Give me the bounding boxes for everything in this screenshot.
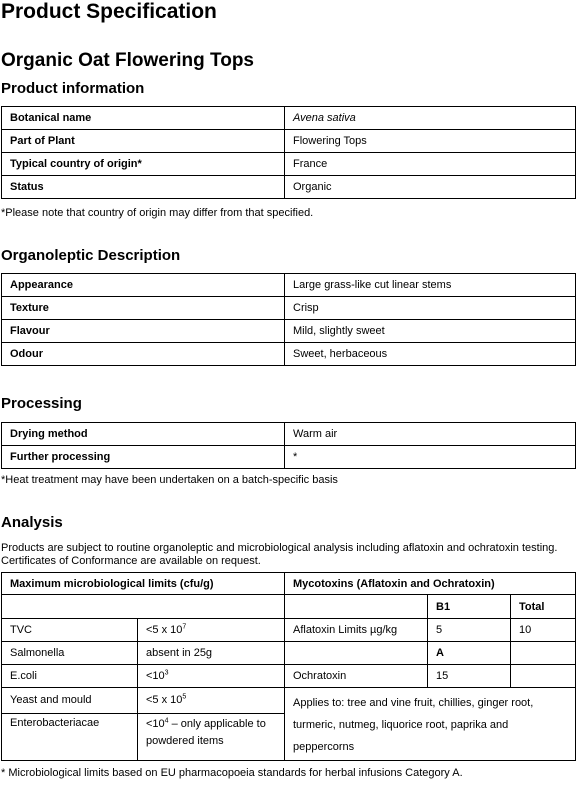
table-row <box>2 320 576 343</box>
further-processing-value: * <box>285 446 576 469</box>
organoleptic-table <box>1 273 576 366</box>
table-row <box>2 573 576 595</box>
appearance-label: Appearance <box>2 274 285 297</box>
flavour-value: Mild, slightly sweet <box>285 320 576 343</box>
part-of-plant-label: Part of Plant <box>2 130 285 153</box>
table-row <box>2 619 576 642</box>
product-info-heading: Product information <box>1 80 145 97</box>
analysis-heading: Analysis <box>1 514 63 531</box>
table-row <box>2 446 576 469</box>
heat-treatment-note: *Heat treatment may have been undertaken on a batch-specific basis <box>1 474 338 486</box>
drying-method-value: Warm air <box>285 423 576 446</box>
appearance-value: Large grass-like cut linear stems <box>285 274 576 297</box>
botanical-name-label: Botanical name <box>2 107 285 130</box>
table-row <box>2 274 576 297</box>
ochratoxin-a-value: 15 <box>428 665 511 688</box>
processing-table <box>1 422 576 469</box>
a-header: A <box>428 642 511 665</box>
table-row <box>2 665 576 688</box>
micro-limits-heading: Maximum microbiological limits (cfu/g) <box>2 573 285 595</box>
flavour-label: Flavour <box>2 320 285 343</box>
country-of-origin-value: France <box>285 153 576 176</box>
table-row <box>2 107 576 130</box>
product-info-table <box>1 106 576 199</box>
yeast-mould-value: <5 x $10^5$ <box>138 688 285 714</box>
part-of-plant-value: Flowering Tops <box>285 130 576 153</box>
table-row <box>2 176 576 199</box>
processing-heading: Processing <box>1 395 82 412</box>
ochratoxin-label: Ochratoxin <box>285 665 428 688</box>
table-row <box>2 130 576 153</box>
product-name: Organic Oat Flowering Tops <box>1 50 255 71</box>
empty-cell <box>511 665 576 688</box>
drying-method-label: Drying method <box>2 423 285 446</box>
enterobacteriacae-label: Enterobacteriacae <box>2 713 138 760</box>
ecoli-value: $<10^3$ <box>138 665 285 688</box>
empty-cell <box>511 642 576 665</box>
odour-label: Odour <box>2 343 285 366</box>
table-row <box>2 297 576 320</box>
empty-cell <box>285 642 428 665</box>
table-row <box>2 642 576 665</box>
status-value: Organic <box>285 176 576 199</box>
country-of-origin-label: Typical country of origin* <box>2 153 285 176</box>
salmonella-value: absent in 25g <box>138 642 285 665</box>
total-header: Total <box>511 595 576 619</box>
tvc-value: <5 x $10^7$ <box>138 619 285 642</box>
analysis-table <box>1 572 576 761</box>
status-label: Status <box>2 176 285 199</box>
aflatoxin-b1-value: 5 <box>428 619 511 642</box>
ecoli-label: E.coli <box>2 665 138 688</box>
odour-value: Sweet, herbaceous <box>285 343 576 366</box>
empty-cell <box>285 595 428 619</box>
further-processing-label: Further processing <box>2 446 285 469</box>
mycotoxins-heading: Mycotoxins (Aflatoxin and Ochratoxin) <box>285 573 576 595</box>
texture-label: Texture <box>2 297 285 320</box>
analysis-intro: Products are subject to routine organoleptic and microbiological analysis including aflatoxin and ochratoxin testing. Certificates of Conformance are available on request. <box>1 542 558 567</box>
table-row <box>2 688 576 714</box>
salmonella-label: Salmonella <box>2 642 138 665</box>
table-row <box>2 595 576 619</box>
botanical-name-value: Avena sativa <box>285 107 576 130</box>
origin-note: *Please note that country of origin may differ from that specified. <box>1 207 314 219</box>
aflatoxin-label: Aflatoxin Limits µg/kg <box>285 619 428 642</box>
table-row <box>2 423 576 446</box>
table-row <box>2 153 576 176</box>
yeast-mould-label: Yeast and mould <box>2 688 138 714</box>
texture-value: Crisp <box>285 297 576 320</box>
empty-cell <box>2 595 285 619</box>
enterobacteriacae-value: $<10^4$ – only applicable to powdered items <box>138 713 285 760</box>
tvc-label: TVC <box>2 619 138 642</box>
page-title: Product Specification <box>1 0 217 23</box>
aflatoxin-total-value: 10 <box>511 619 576 642</box>
organoleptic-heading: Organoleptic Description <box>1 247 181 264</box>
applies-to-note: Applies to: tree and vine fruit, chillies, ginger root, turmeric, nutmeg, liquorice root, paprika and peppercorns <box>285 688 576 761</box>
b1-header: B1 <box>428 595 511 619</box>
micro-footnote: * Microbiological limits based on EU pharmacopoeia standards for herbal infusions Category A. <box>1 767 463 779</box>
table-row <box>2 343 576 366</box>
